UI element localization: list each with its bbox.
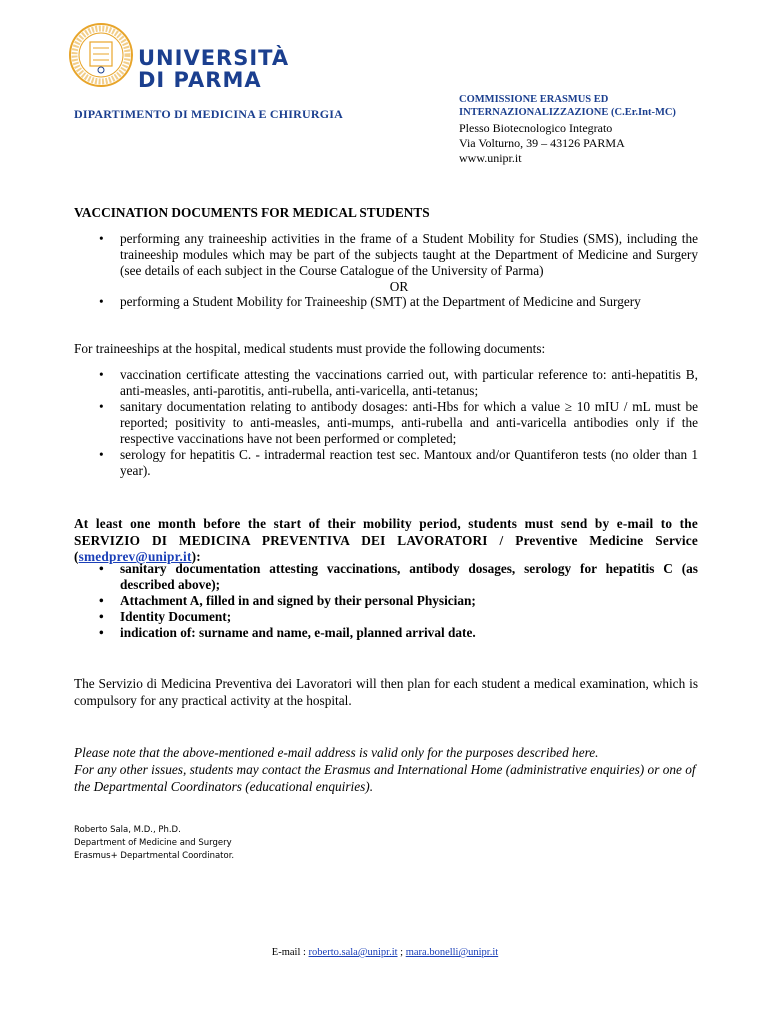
list-item [74, 561, 698, 593]
university-seal-logo [68, 22, 134, 88]
notice-paragraph [74, 516, 698, 566]
bullet-icon: • [99, 447, 104, 462]
note-paragraph [74, 744, 698, 795]
document-item-text: vaccination certificate attesting the vaccinations carried out, with particular reference to: anti-hepatitis B, anti-measles, anti-parotitis, anti-rubella, anti-varicella, anti-tetanus; [120, 367, 698, 398]
document-title: VACCINATION DOCUMENTS FOR MEDICAL STUDENTS [74, 205, 430, 220]
or-separator: OR [389, 279, 409, 294]
footer-email-sala-link[interactable]: roberto.sala@unipr.it [308, 947, 398, 958]
list-item [74, 399, 698, 447]
bullet-icon: • [99, 231, 104, 246]
signature-department: Department of Medicine and Surgery [74, 838, 232, 848]
scope-list-continued [74, 294, 698, 310]
department-name: DIPARTIMENTO DI MEDICINA E CHIRURGIA [74, 107, 344, 121]
documents-intro: For traineeships at the hospital, medical students must provide the following documents: [74, 341, 546, 356]
send-item-text: indication of: surname and name, e-mail, planned arrival date. [120, 625, 476, 640]
list-item [74, 593, 698, 609]
documents-list [74, 367, 698, 479]
footer-label: E-mail : [271, 947, 309, 958]
bullet-icon: • [99, 399, 104, 414]
list-item [74, 367, 698, 399]
signature-name: Roberto Sala, M.D., Ph.D. [74, 825, 181, 835]
footer-contacts [0, 947, 770, 958]
document-item-text: serology for hepatitis C. - intradermal reaction test sec. Mantoux and/or Quantiferon tests (no older than 1 year). [120, 447, 698, 478]
document-item-text: sanitary documentation relating to antibody dosages: anti-Hbs for which a value ≥ 10 mIU / mL must be reported; positivity to anti-measles, anti-mumps, anti-rubella and anti-varicella antibodies only if the respective vaccinations have not been performed or completed; [120, 399, 698, 446]
send-items-list [74, 561, 698, 641]
notice-text: At least one month before the start of their mobility period, students must send by e-mail to the SERVIZIO DI MEDICINA PREVENTIVA DEI LAVORATORI / Preventive Medicine Service ( [74, 516, 698, 564]
scope-item-text: performing any traineeship activities in the frame of a Student Mobility for Studies (SMS), including the traineeship modules which may be part of the subjects taught at the Department of Medicine and Surgery (see details of each subject in the Course Catalogue of the University of Parma) [120, 231, 698, 278]
address-line1: Plesso Biotecnologico Integrato [459, 121, 613, 135]
note-line2: For any other issues, students may contact the Erasmus and International Home (administrative enquiries) or one of the Departmental Coordinators (educational enquiries). [74, 762, 696, 794]
bullet-icon: • [99, 367, 104, 382]
university-name-line1: UNIVERSITÀ [138, 46, 290, 70]
bullet-icon: • [99, 593, 104, 608]
plan-paragraph: The Servizio di Medicina Preventiva dei Lavoratori will then plan for each student a medical examination, which is compulsory for any practical activity at the hospital. [74, 676, 698, 708]
note-line1: Please note that the above-mentioned e-mail address is valid only for the purposes described here. [74, 745, 599, 760]
website-link[interactable]: www.unipr.it [459, 151, 522, 165]
address-line2: Via Volturno, 39 – 43126 PARMA [459, 136, 625, 150]
list-item [74, 294, 698, 310]
send-item-text: Identity Document; [120, 609, 232, 624]
scope-list [74, 231, 698, 279]
list-item [74, 625, 698, 641]
list-item [74, 231, 698, 279]
commission-line2: INTERNAZIONALIZZAZIONE (C.Er.Int-MC) [459, 107, 676, 118]
send-item-text: Attachment A, filled in and signed by their personal Physician; [120, 593, 476, 608]
university-name-line2: DI PARMA [138, 68, 262, 92]
commission-line1: COMMISSIONE ERASMUS ED [459, 94, 609, 105]
bullet-icon: • [99, 294, 104, 309]
bullet-icon: • [99, 609, 104, 624]
bullet-icon: • [99, 561, 104, 576]
signature-role: Erasmus+ Departmental Coordinator. [74, 851, 235, 861]
notice-end: ): [191, 549, 201, 564]
bullet-icon: • [99, 625, 104, 640]
scope-item-text: performing a Student Mobility for Traineeship (SMT) at the Department of Medicine and Surgery [120, 294, 641, 309]
footer-email-bonelli-link[interactable]: mara.bonelli@unipr.it [405, 947, 499, 958]
send-item-text: sanitary documentation attesting vaccinations, antibody dosages, serology for hepatitis C (as described above); [120, 561, 698, 592]
smedprev-email-link[interactable]: smedprev@unipr.it [78, 549, 192, 564]
list-item [74, 447, 698, 479]
footer-separator: ; [397, 947, 406, 958]
list-item [74, 609, 698, 625]
